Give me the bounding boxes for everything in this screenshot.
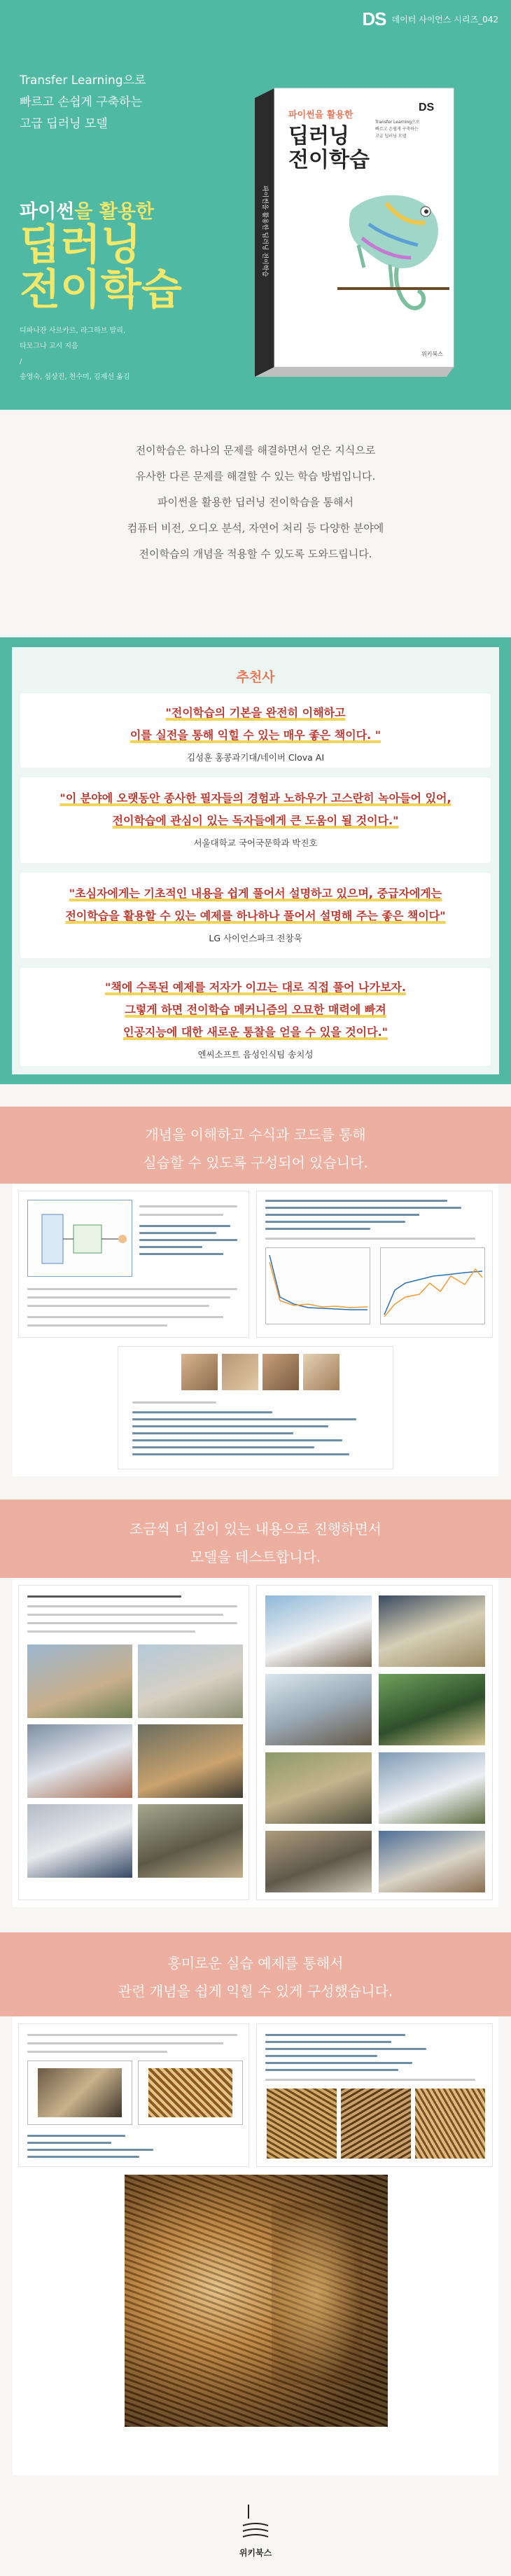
book-cover-desc-1: Transfer Learning으로	[375, 120, 420, 125]
intro-line: 컴퓨터 비전, 오디오 분석, 자연어 처리 등 다양한 분야에	[127, 522, 384, 534]
book-cover-image	[246, 84, 459, 378]
recommendation-quote	[20, 702, 491, 747]
sample-photo	[379, 1831, 485, 1892]
sample-photo	[138, 1724, 243, 1798]
sample-page	[118, 1346, 393, 1469]
sample-photo	[379, 1595, 485, 1667]
feature-heading-line: 관련 개념을 쉽게 익힐 수 있게 구성했습니다.	[118, 1983, 393, 2000]
author-line: 송영숙, 심상진, 천수미, 김제선 옮김	[20, 373, 130, 381]
sample-page	[18, 2023, 249, 2167]
series-mark: DS	[362, 8, 386, 29]
style-image	[27, 2061, 132, 2125]
sample-photo	[379, 1752, 485, 1824]
feature-heading	[13, 1949, 498, 2005]
sample-photo	[222, 1354, 258, 1390]
subtitle-rest: 을 활용한	[74, 201, 154, 223]
recommendation-title: 추천사	[236, 670, 275, 685]
recommendation-card	[20, 693, 491, 768]
recommender-name: LG 사이언스파크 전창욱	[209, 933, 302, 943]
author-line: 디파나잔 사르카르, 라그하브 발리,	[20, 327, 126, 335]
stylized-image	[341, 2089, 411, 2159]
recommendation-quote	[20, 882, 491, 927]
sample-photo	[265, 1831, 372, 1892]
intro-line: 전이학습은 하나의 문제를 해결하면서 얻은 지식으로	[135, 444, 376, 457]
recommendation-card	[20, 968, 491, 1066]
loss-plot-image	[265, 1247, 370, 1324]
sample-photo	[379, 1674, 485, 1745]
sample-page	[18, 1585, 249, 1900]
quote-line: 그렇게 하면 전이학습 메커니즘의 오묘한 매력에 빠져	[125, 1003, 386, 1016]
sample-page	[256, 2023, 493, 2167]
sample-photo	[27, 1804, 132, 1878]
sample-page	[256, 1191, 493, 1338]
feature-heading-line: 조금씩 더 깊이 있는 내용으로 진행하면서	[129, 1521, 382, 1537]
book-cover-ds: DS	[419, 102, 435, 113]
sample-photo	[138, 1804, 243, 1878]
style-image	[138, 2061, 243, 2125]
accuracy-plot-image	[380, 1247, 485, 1324]
feature-heading-line: 모델을 테스트합니다.	[190, 1549, 321, 1565]
intro-section	[0, 410, 511, 637]
hero-section	[0, 0, 511, 410]
stylized-image	[415, 2089, 485, 2159]
stylized-image	[267, 2089, 337, 2159]
quote-line: "전이학습의 기본을 완전히 이해하고	[165, 706, 346, 719]
author-line: 타모그나 고시 지음	[20, 342, 78, 350]
feature-sample-pages	[13, 2016, 498, 2475]
sample-page	[18, 1191, 249, 1338]
intro-line: 유사한 다른 문제를 해결할 수 있는 학습 방법입니다.	[135, 470, 376, 483]
book-cover-subtitle: 파이썬을 활용한	[288, 110, 354, 120]
quote-line: "초심자에게는 기초적인 내용을 쉽게 풀어서 설명하고 있으며, 중급자에게는	[69, 887, 442, 900]
book-cover-title-2: 전이학습	[288, 148, 370, 172]
book-cover-title-1: 딥러닝	[288, 124, 349, 148]
title-line-2: 전이학습	[20, 265, 182, 314]
sample-photo	[181, 1354, 218, 1390]
quote-line: 이를 실전을 통해 익힐 수 있는 매우 좋은 책이다. "	[130, 728, 382, 742]
hero-tagline	[20, 70, 146, 135]
quote-line: 인공지능에 대한 새로운 통찰을 얻을 수 있을 것이다."	[123, 1025, 388, 1039]
hero-subtitle	[20, 196, 154, 223]
sample-photo	[265, 1752, 372, 1824]
intro-line: 파이썬을 활용한 딥러닝 전이학습을 통해서	[158, 496, 354, 508]
book-cover-desc-2: 빠르고 손쉽게 구축하는	[375, 127, 419, 132]
tagline-line: Transfer Learning으로	[20, 74, 146, 88]
feature-section-2	[0, 1487, 511, 1918]
feature-section-3	[0, 1918, 511, 2485]
feature-sample-pages	[13, 1184, 498, 1476]
recommendation-card	[20, 777, 491, 863]
sample-photo	[27, 1724, 132, 1798]
feature-heading-line: 흥미로운 실습 예제를 통해서	[167, 1955, 344, 1972]
tagline-line: 빠르고 손쉽게 구축하는	[20, 95, 143, 109]
quote-line: 전이학습을 활용할 수 있는 예제를 하나하나 풀어서 설명해 주는 좋은 책이다"	[65, 909, 446, 922]
hero-title	[20, 223, 182, 312]
feature-heading-line: 실습할 수 있도록 구성되어 있습니다.	[143, 1154, 368, 1171]
book-cover-publisher: 위키북스	[421, 351, 443, 357]
recommendation-section	[0, 637, 511, 1084]
quote-line: "책에 수록된 예제를 저자가 이끄는 대로 직접 풀어 나가보자.	[105, 981, 406, 994]
series-badge	[362, 8, 498, 30]
recommendation-panel	[12, 647, 499, 1074]
feature-sample-pages	[13, 1578, 498, 1907]
publisher-logo-icon	[240, 2500, 271, 2542]
intro-line: 전이학습의 개념을 적용할 수 있도록 도와드립니다.	[139, 548, 372, 560]
recommendation-quote	[20, 787, 491, 832]
subtitle-highlight: 파이썬	[20, 201, 75, 223]
recommendation-card	[20, 873, 491, 958]
large-stylized-image	[125, 2175, 388, 2427]
recommender-name: 서울대학교 국어국문학과 박진호	[193, 838, 318, 848]
sample-photo	[138, 1644, 243, 1718]
feature-section-1	[0, 1084, 511, 1487]
diagram-image	[27, 1200, 132, 1277]
sample-photo	[265, 1595, 372, 1667]
feature-heading	[13, 1515, 498, 1571]
recommender-name: 엔씨소프트 음성인식팀 송치성	[197, 1049, 314, 1060]
author-line: /	[20, 358, 22, 366]
title-line-1: 딥러닝	[20, 221, 141, 270]
hero-authors	[20, 324, 130, 385]
recommendation-quote	[20, 976, 491, 1044]
sample-photo	[265, 1674, 372, 1745]
book-spine-text: 파이썬을 활용한 딥러닝 전이학습	[261, 185, 268, 277]
series-label: 데이터 사이언스 시리즈_042	[391, 15, 498, 25]
feature-heading	[13, 1121, 498, 1177]
quote-line: "이 분야에 오랫동안 종사한 필자들의 경험과 노하우가 고스란히 녹아들어 있어,	[59, 791, 451, 805]
sample-photo	[27, 1644, 132, 1718]
footer	[0, 2485, 511, 2576]
publisher-name: 위키북스	[239, 2548, 272, 2558]
sample-photo	[303, 1354, 340, 1390]
sample-page	[256, 1585, 493, 1900]
quote-line: 전이학습에 관심이 있는 독자들에게 큰 도움이 될 것이다."	[112, 814, 399, 827]
sample-photo	[262, 1354, 299, 1390]
tagline-line: 고급 딥러닝 모델	[20, 117, 108, 131]
feature-heading-line: 개념을 이해하고 수식과 코드를 통해	[145, 1126, 366, 1143]
intro-text	[46, 438, 465, 567]
book-cover-desc-3: 고급 딥러닝 모델	[375, 134, 407, 139]
recommender-name: 김성훈 홍콩과기대/네이버 Clova AI	[186, 752, 325, 763]
